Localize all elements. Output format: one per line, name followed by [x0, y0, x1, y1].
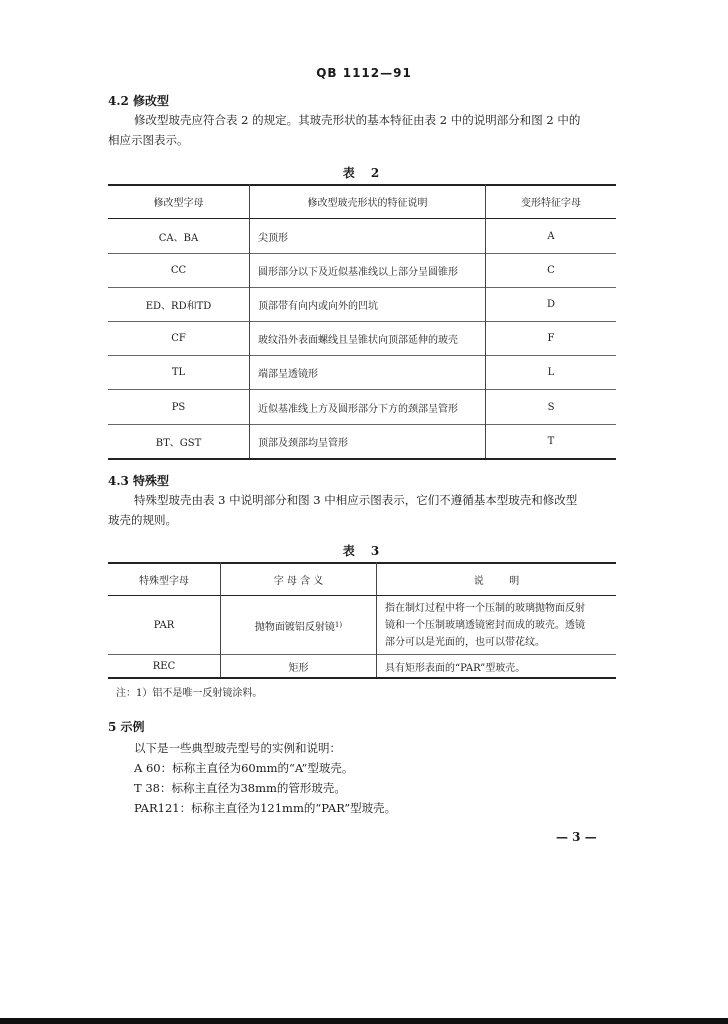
table3-desc-line: 指在制灯过程中将一个压制的玻璃抛物面反射 [385, 603, 585, 614]
table2-desc: 近似基准线上方及圆形部分下方的颈部呈管形 [258, 403, 458, 415]
table2-caption: 表 2 [342, 166, 386, 180]
table2-letter: F [547, 333, 555, 344]
table3-desc-line: 具有矩形表面的“PAR”型玻壳。 [385, 662, 526, 674]
table3-header-desc: 说 明 [473, 575, 520, 587]
table2-bottom-rule [108, 458, 616, 460]
section-5-intro: 以下是一些典型玻壳型号的实例和说明： [134, 741, 341, 755]
footnote-marker: 1) [334, 621, 343, 629]
table2-desc: 顶部带有向内或向外的凹坑 [258, 301, 378, 312]
table2-desc: 尖顶形 [258, 232, 288, 244]
table3-desc-line: 镜和一个压制玻璃透镜密封而成的玻壳。透镜 [385, 620, 585, 631]
table3-caption: 表 3 [342, 544, 386, 558]
table2-letter: L [547, 367, 555, 378]
table3-code: PAR [153, 619, 175, 631]
section-4-2-para-line1: 修改型玻壳应符合表 2 的规定。其玻壳形状的基本特征由表 2 中的说明部分和图 2 中的 [134, 113, 581, 127]
standard-number: QB 1112—91 [316, 66, 412, 80]
table2-header-letter: 变形特征字母 [521, 198, 581, 209]
section-4-3-para-line2: 玻壳的规则。 [108, 513, 177, 527]
section-4-2-heading: 4.2 修改型 [108, 94, 170, 108]
table2-code: CC [170, 265, 187, 276]
scan-edge [0, 1018, 728, 1024]
table3-desc-line: 部分可以是光面的，也可以带花纹。 [385, 637, 545, 648]
table2-code: CF [171, 333, 186, 344]
table2-header-code: 修改型字母 [153, 198, 204, 209]
table2-desc: 顶部及颈部均呈管形 [258, 438, 348, 449]
table2-header-desc: 修改型玻壳形状的特征说明 [307, 198, 428, 209]
table3-header-code: 特殊型字母 [139, 575, 189, 587]
table2-code: CA、BA [158, 232, 199, 244]
table2-letter: S [547, 401, 555, 413]
table2-code: TL [171, 367, 186, 378]
section-5-heading: 5 示例 [108, 720, 145, 734]
table2-letter: A [547, 230, 555, 242]
example-line: A 60：标称主直径为60mm的“A”型玻壳。 [134, 761, 354, 775]
table2-letter: T [547, 436, 555, 447]
table3-bottom-rule [108, 677, 616, 679]
table3-code: REC [152, 660, 176, 672]
page-number: — 3 — [556, 830, 597, 844]
table2-code: PS [171, 401, 186, 413]
table3-meaning: 矩形 [288, 662, 309, 674]
table2-code: BT、GST [155, 438, 202, 449]
example-line: PAR121：标称主直径为121mm的“PAR”型玻壳。 [134, 801, 397, 815]
table2-desc: 玻纹沿外表面螺线且呈锥状向顶部延伸的玻壳 [258, 335, 458, 346]
table3-note: 注：1）铝不是唯一反射镜涂料。 [116, 688, 263, 699]
table2-desc: 端部呈透镜形 [258, 369, 318, 380]
section-4-3-heading: 4.3 特殊型 [108, 474, 170, 488]
table3-meaning [221, 596, 376, 654]
table3-meaning-text: 抛物面镀铝反射镜 [254, 621, 335, 633]
section-4-3-para-line1: 特殊型玻壳由表 3 中说明部分和图 3 中相应示图表示，它们不遵循基本型玻壳和修改型 [134, 493, 578, 507]
section-4-2-para-line2: 相应示图表示。 [108, 133, 189, 147]
example-line: T 38：标称主直径为38mm的管形玻壳。 [134, 781, 346, 795]
table3-desc [385, 600, 615, 651]
table3-header-meaning: 字 母 含 义 [273, 575, 324, 587]
table2-letter: C [547, 265, 555, 276]
table2-col-divider [249, 184, 250, 458]
table2-letter: D [546, 299, 556, 310]
table2-code: ED、RD和TD [145, 301, 212, 312]
table2-desc: 圆形部分以下及近似基准线以上部分呈圆锥形 [258, 267, 458, 278]
